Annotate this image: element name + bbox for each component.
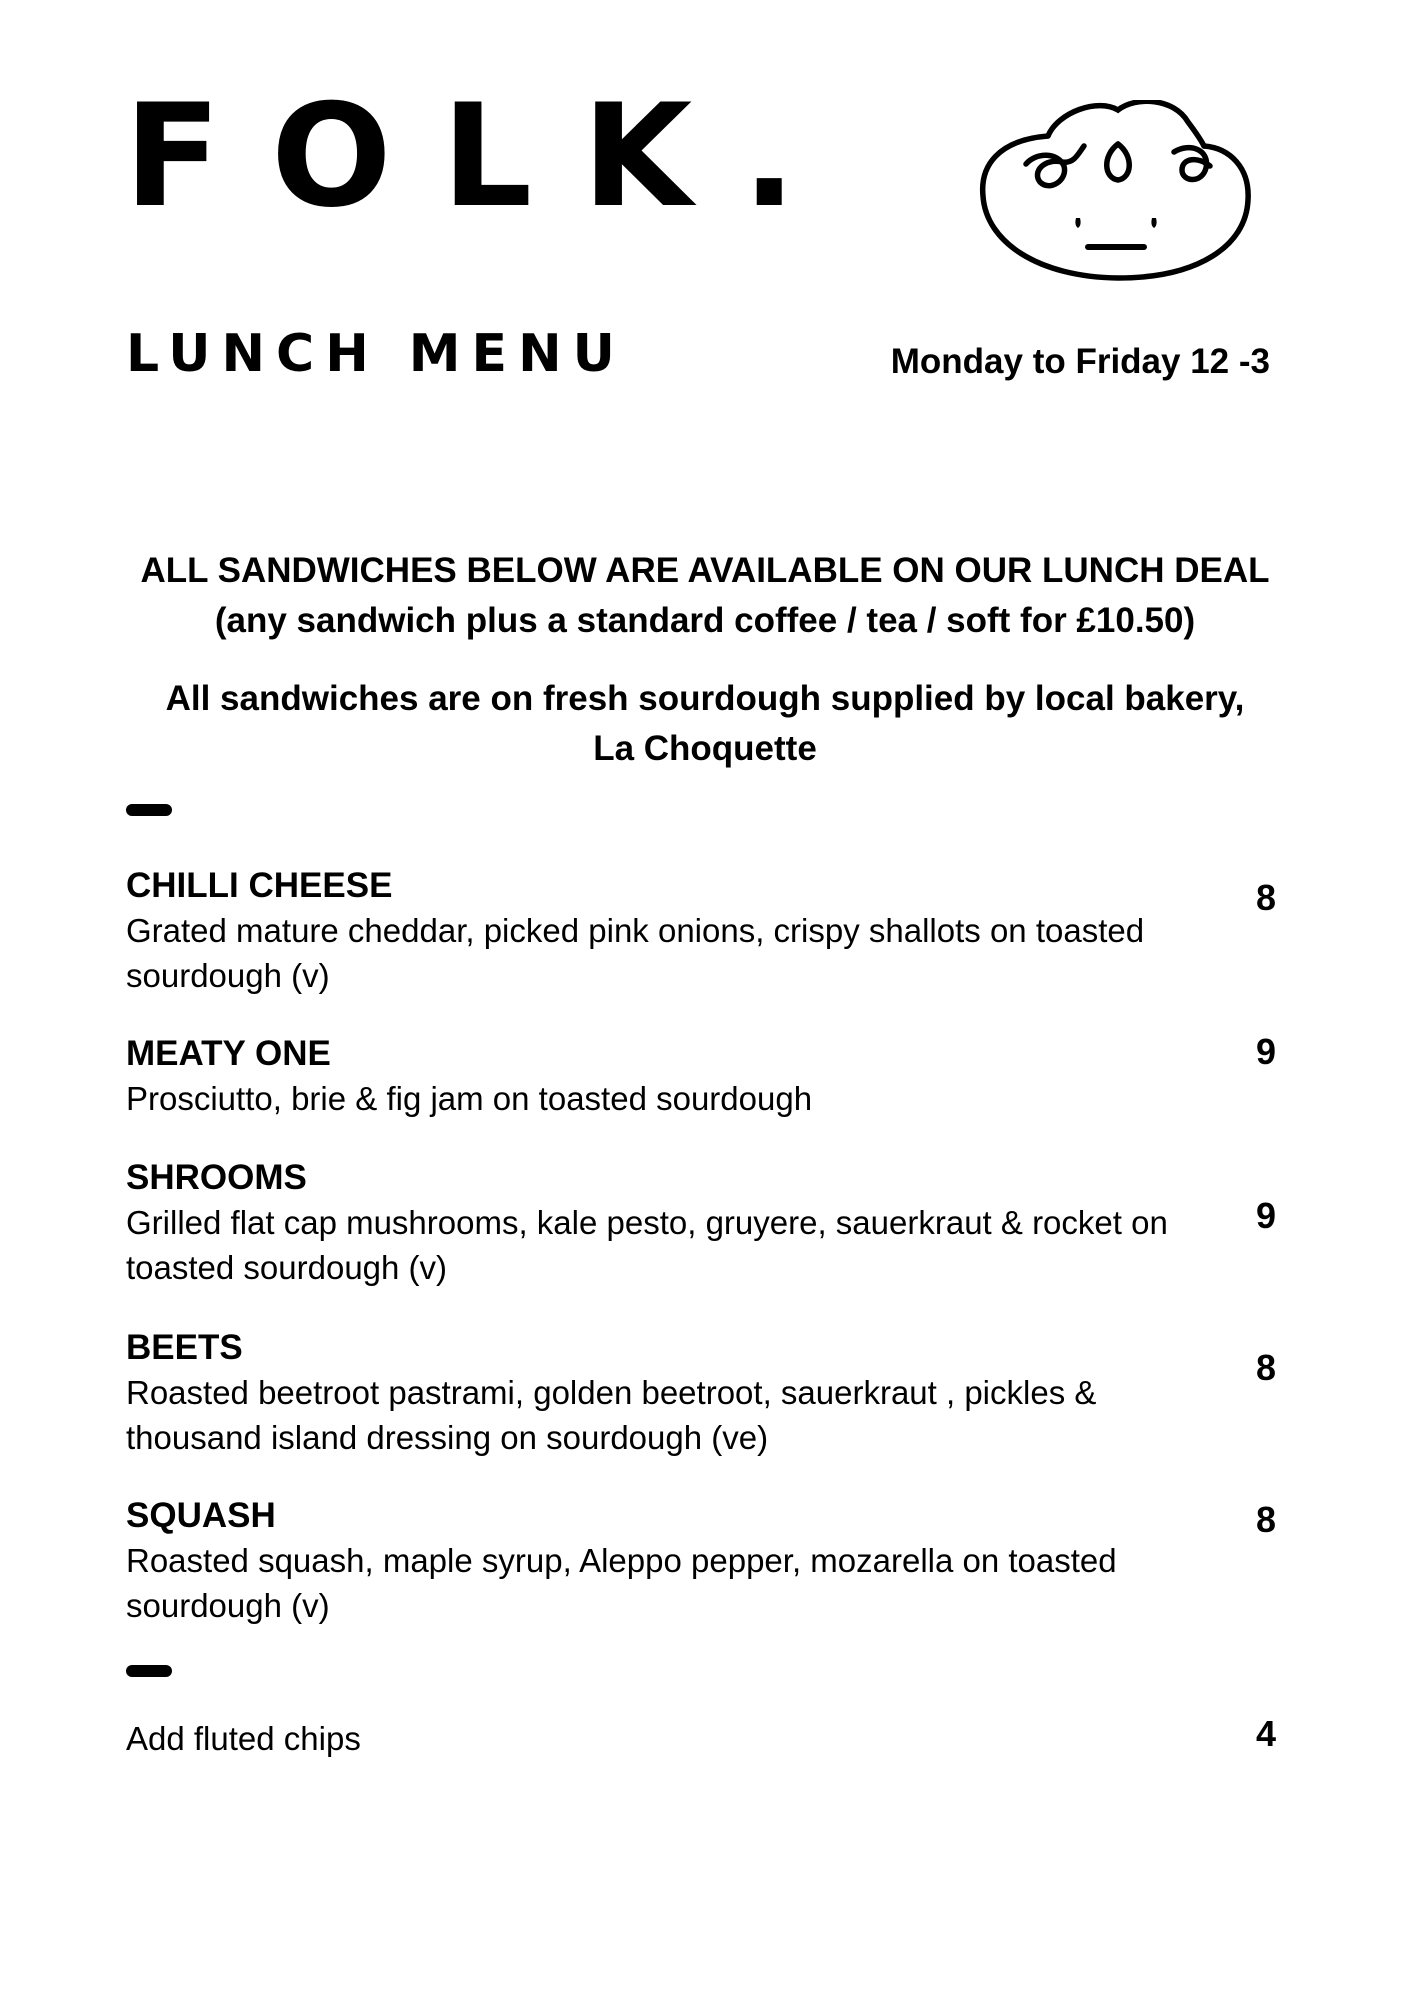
menu-item-meaty-one xyxy=(126,1032,1276,1121)
menu-item-name: SQUASH xyxy=(126,1496,276,1535)
menu-item-price: 9 xyxy=(1255,1031,1276,1072)
menu-item-name: SHROOMS xyxy=(126,1158,307,1197)
opening-hours: Monday to Friday 12 -3 xyxy=(890,342,1270,381)
menu-item-chilli-cheese xyxy=(126,864,1276,998)
menu-item-name: BEETS xyxy=(126,1328,243,1367)
smiling-cloud-bun-icon xyxy=(978,100,1253,285)
brand-name: FOLK. xyxy=(124,74,847,239)
extra-item-label: Add fluted chips xyxy=(126,1720,361,1757)
lunch-deal-headline: ALL SANDWICHES BELOW ARE AVAILABLE ON OUR LUNCH DEAL xyxy=(140,551,1270,590)
menu-item-squash xyxy=(126,1494,1276,1628)
menu-item-price: 8 xyxy=(1255,1499,1276,1540)
section-divider xyxy=(126,1665,172,1677)
lunch-deal-detail: (any sandwich plus a standard coffee / tea / soft for £10.50) xyxy=(214,601,1196,640)
sourdough-notice-line-2: La Choquette xyxy=(593,729,817,768)
menu-item-name: MEATY ONE xyxy=(126,1034,331,1073)
menu-item-description: Roasted beetroot pastrami, golden beetroot, sauerkraut , pickles & thousand island dressing on sourdough (ve) xyxy=(126,1374,1097,1456)
section-divider xyxy=(126,804,172,816)
menu-item-description: Grated mature cheddar, picked pink onions, crispy shallots on toasted sourdough (v) xyxy=(126,912,1145,994)
menu-item-price: 8 xyxy=(1255,877,1276,918)
menu-item-price: 8 xyxy=(1255,1347,1276,1388)
menu-item-description: Prosciutto, brie & fig jam on toasted sourdough xyxy=(126,1080,813,1117)
menu-item-name: CHILLI CHEESE xyxy=(126,866,393,905)
menu-item-description: Roasted squash, maple syrup, Aleppo pepper, mozarella on toasted sourdough (v) xyxy=(126,1542,1117,1624)
menu-item-description: Grilled flat cap mushrooms, kale pesto, gruyere, sauerkraut & rocket on toasted sourdough (v) xyxy=(126,1204,1168,1286)
menu-item-shrooms xyxy=(126,1156,1276,1290)
menu-item-beets xyxy=(126,1326,1276,1460)
extra-item-price: 4 xyxy=(1255,1713,1276,1754)
sourdough-notice xyxy=(120,674,1290,774)
menu-item-price: 9 xyxy=(1255,1195,1276,1236)
lunch-deal-notice xyxy=(120,546,1290,646)
sourdough-notice-line-1: All sandwiches are on fresh sourdough supplied by local bakery, xyxy=(165,679,1245,718)
menu-title: LUNCH MENU xyxy=(126,324,626,384)
